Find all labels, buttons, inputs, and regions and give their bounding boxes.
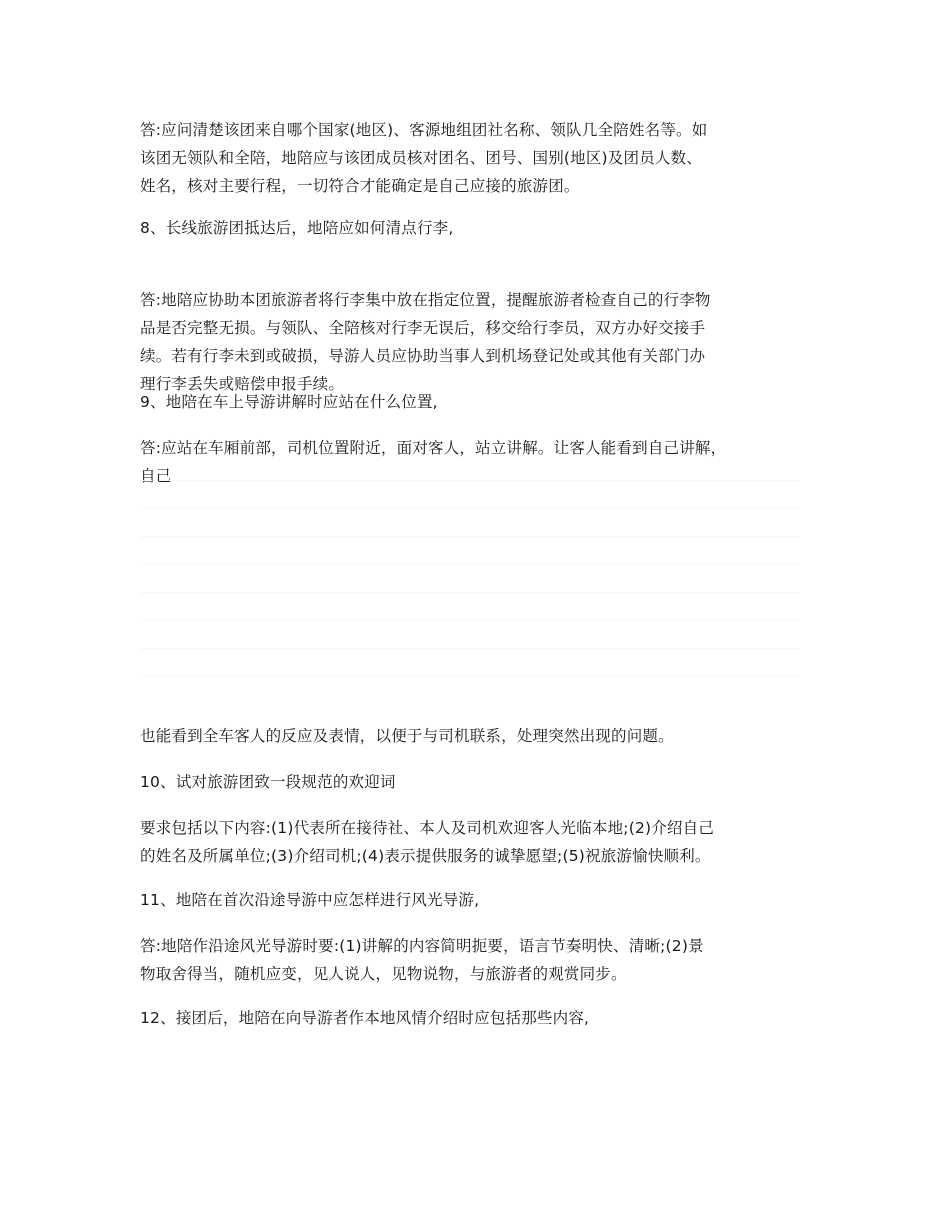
text-line: 8、长线旅游团抵达后，地陪应如何清点行李, [140,219,454,237]
faint-line [140,648,800,649]
text-line: 12、接团后，地陪在向导游者作本地风情介绍时应包括那些内容, [140,1009,590,1027]
text-line: 答:应站在车厢前部，司机位置附近，面对客人，站立讲解。让客人能看到自己讲解， [140,439,727,457]
faint-line [140,620,800,621]
text-line: 的姓名及所属单位;(3)介绍司机;(4)表示提供服务的诚挚愿望;(5)祝旅游愉快顺利。 [140,847,711,865]
text-line: 答:地陪应协助本团旅游者将行李集中放在指定位置，提醒旅游者检查自己的行李物 [140,291,711,309]
paragraph-answer-11 [140,932,820,988]
text-line: 要求包括以下内容:(1)代表所在接待社、本人及司机欢迎客人光临本地;(2)介绍自己 [140,819,715,837]
text-line: 自己 [140,467,172,485]
text-line: 品是否完整无损。与领队、全陪核对行李无误后，移交给行李员，双方办好交接手 [140,319,706,337]
faint-line [140,592,800,593]
text-line: 姓名，核对主要行程，一切符合才能确定是自己应接的旅游团。 [140,177,580,195]
faint-line [140,480,800,481]
text-line: 续。若有行李未到或破损，导游人员应协助当事人到机场登记处或其他有关部门办 [140,347,706,365]
question-9 [140,388,820,416]
text-line: 10、试对旅游团致一段规范的欢迎词 [140,773,396,791]
text-line: 11、地陪在首次沿途导游中应怎样进行风光导游, [140,891,480,909]
question-8 [140,214,820,242]
text-line: 9、地陪在车上导游讲解时应站在什么位置, [140,393,438,411]
text-line: 理行李丢失或赔偿申报手续。 [140,375,345,393]
paragraph-answer-8 [140,286,820,398]
text-line: 该团无领队和全陪，地陪应与该团成员核对团名、团号、国别(地区)及团员人数、 [140,149,702,167]
text-line: 物取舍得当，随机应变，见人说人，见物说物，与旅游者的观赏同步。 [140,965,627,983]
text-line: 也能看到全车客人的反应及表情，以便于与司机联系，处理突然出现的问题。 [140,727,674,745]
paragraph-answer-9 [140,434,820,490]
paragraph-answer-9-continued [140,722,820,750]
question-11 [140,886,820,914]
faint-line [140,676,800,677]
faint-line [140,564,800,565]
text-line: 答:地陪作沿途风光导游时要:(1)讲解的内容简明扼要，语言节奏明快、清晰;(2)景 [140,937,704,955]
text-line: 答:应问清楚该团来自哪个国家(地区)、客源地组团社名称、领队几全陪姓名等。如 [140,121,708,139]
faint-line [140,536,800,537]
question-12 [140,1004,820,1032]
paragraph-answer-10 [140,814,820,870]
faint-line [140,508,800,509]
paragraph-answer-7 [140,116,820,200]
question-10 [140,768,820,796]
